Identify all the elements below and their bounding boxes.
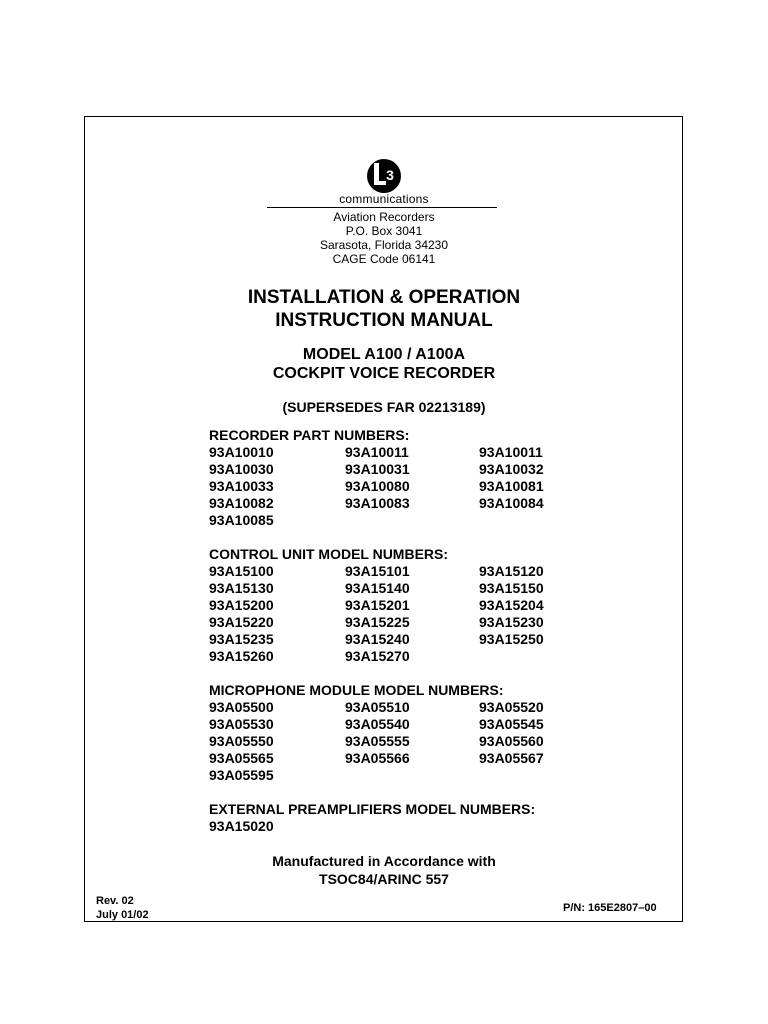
revision-number: Rev. 02 <box>96 895 134 907</box>
model-line: MODEL A100 / A100A <box>302 346 466 363</box>
part-number: 93A05566 <box>345 750 410 766</box>
title-line: INSTALLATION & OPERATION <box>247 287 521 308</box>
part-number: 93A15201 <box>345 597 410 613</box>
part-number: 93A10085 <box>209 512 274 528</box>
preamplifier-list <box>209 818 579 835</box>
part-number: 93A15250 <box>479 631 544 647</box>
part-number-footer: P/N: 165E2807–00 <box>563 902 657 914</box>
section-title-preamplifiers: EXTERNAL PREAMPLIFIERS MODEL NUMBERS: <box>209 801 536 817</box>
part-number: 93A05520 <box>479 699 544 715</box>
manufacturing-note <box>0 852 768 888</box>
company-name: communications <box>339 192 429 206</box>
part-number: 93A10031 <box>345 461 410 477</box>
l3-logo-icon <box>366 158 402 194</box>
part-number: 93A10080 <box>345 478 410 494</box>
part-number: 93A15270 <box>345 648 410 664</box>
part-number: 93A15150 <box>479 580 544 596</box>
part-number: 93A15220 <box>209 614 274 630</box>
control-unit-list <box>209 563 579 665</box>
part-number: 93A10011 <box>345 444 409 460</box>
part-number: 93A10083 <box>345 495 410 511</box>
part-number: 93A10082 <box>209 495 274 511</box>
section-title-microphone: MICROPHONE MODULE MODEL NUMBERS: <box>209 682 504 698</box>
document-title <box>0 286 768 332</box>
part-number: 93A15240 <box>345 631 410 647</box>
microphone-module-list <box>209 699 579 784</box>
revision-block <box>96 894 149 922</box>
part-number: 93A10011 <box>479 444 543 460</box>
part-number: 93A05595 <box>209 767 274 783</box>
mfg-line: Manufactured in Accordance with <box>272 853 496 869</box>
svg-text:3: 3 <box>386 167 394 183</box>
part-number: 93A05555 <box>345 733 410 749</box>
part-number: 93A05530 <box>209 716 274 732</box>
part-number: 93A15100 <box>209 563 274 579</box>
part-number: 93A05545 <box>479 716 544 732</box>
part-number: 93A15140 <box>345 580 410 596</box>
address-line: P.O. Box 3041 <box>345 224 423 238</box>
part-number: 93A05540 <box>345 716 410 732</box>
model-title <box>0 345 768 383</box>
part-number: 93A15130 <box>209 580 274 596</box>
revision-date: July 01/02 <box>96 909 149 921</box>
part-number: 93A15204 <box>479 597 544 613</box>
title-line: INSTRUCTION MANUAL <box>275 310 493 331</box>
model-line: COCKPIT VOICE RECORDER <box>272 365 496 382</box>
address-line: CAGE Code 06141 <box>332 252 436 266</box>
part-number: 93A15230 <box>479 614 544 630</box>
part-number: 93A05567 <box>479 750 544 766</box>
section-title-control-unit: CONTROL UNIT MODEL NUMBERS: <box>209 546 449 562</box>
part-number: 93A05550 <box>209 733 274 749</box>
supersedes-note: (SUPERSEDES FAR 02213189) <box>282 399 486 415</box>
section-title-recorder: RECORDER PART NUMBERS: <box>209 427 410 443</box>
part-number: 93A10081 <box>479 478 544 494</box>
part-number: 93A05565 <box>209 750 274 766</box>
part-number: 93A05510 <box>345 699 410 715</box>
part-number: 93A10033 <box>209 478 274 494</box>
part-number: 93A05560 <box>479 733 544 749</box>
address-line: Sarasota, Florida 34230 <box>319 238 449 252</box>
part-number: 93A15120 <box>479 563 544 579</box>
part-number: 93A15020 <box>209 818 274 834</box>
part-number: 93A15225 <box>345 614 410 630</box>
part-number: 93A10084 <box>479 495 544 511</box>
part-number: 93A10010 <box>209 444 274 460</box>
part-number: 93A15260 <box>209 648 274 664</box>
part-number: 93A15235 <box>209 631 274 647</box>
mfg-line: TSOC84/ARINC 557 <box>319 871 449 887</box>
part-number: 93A05500 <box>209 699 274 715</box>
header-rule <box>267 207 497 208</box>
recorder-part-list <box>209 444 579 529</box>
part-number: 93A15200 <box>209 597 274 613</box>
part-number: 93A10032 <box>479 461 544 477</box>
address-line: Aviation Recorders <box>333 210 435 224</box>
address-block <box>0 210 768 266</box>
part-number: 93A15101 <box>345 563 410 579</box>
part-number: 93A10030 <box>209 461 274 477</box>
